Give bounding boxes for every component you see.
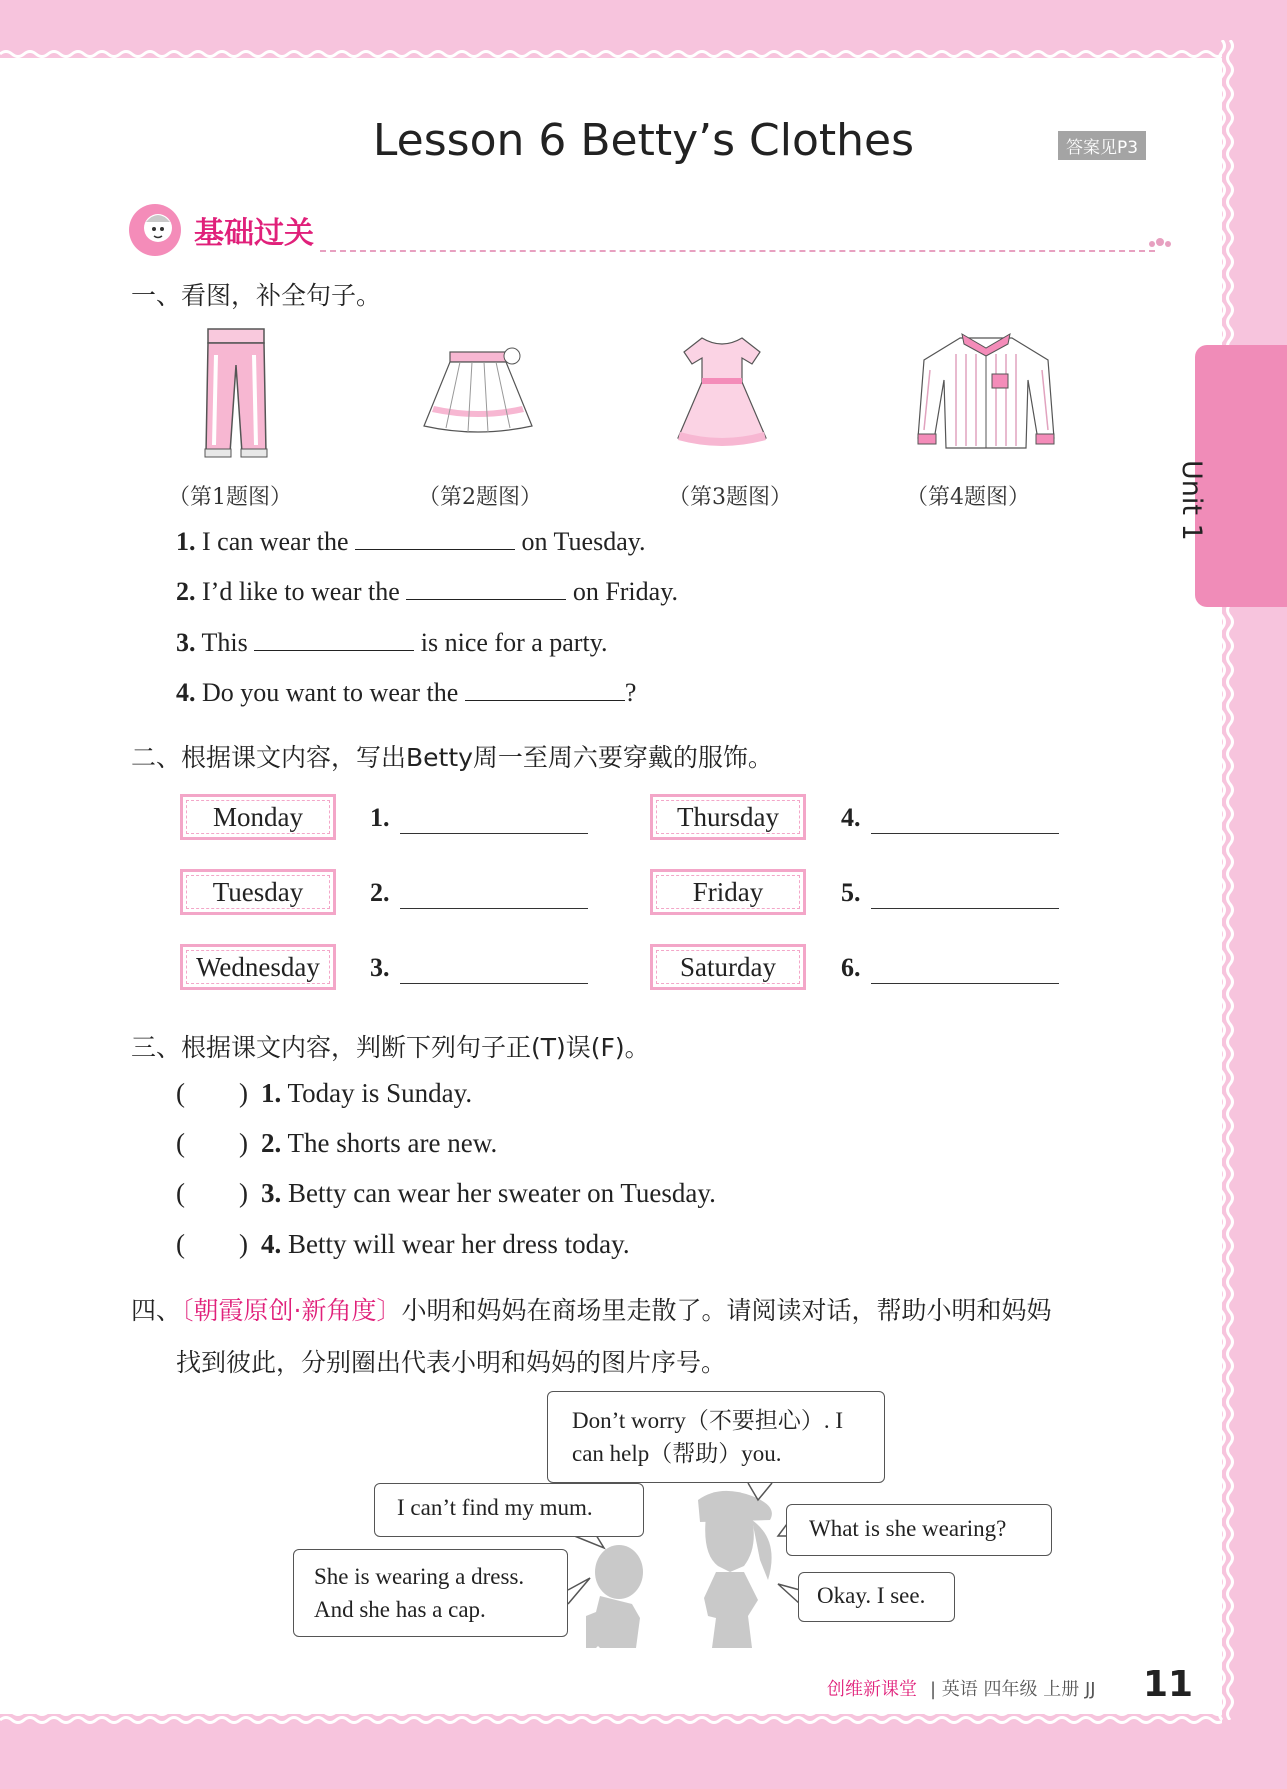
tf-answer-paren[interactable]: ( ) — [176, 1178, 248, 1208]
section-title: 基础过关 — [194, 216, 314, 251]
day-box-monday: Monday — [180, 794, 336, 840]
day-box-friday: Friday — [650, 869, 806, 915]
q4-heading: 四、〔朝霞原创·新角度〕小明和妈妈在商场里走散了。请阅读对话，帮助小明和妈妈 — [131, 1296, 1052, 1325]
lesson-title: Lesson 6 Betty’s Clothes — [372, 115, 915, 166]
day-box-thursday: Thursday — [650, 794, 806, 840]
caption-1: （第1题图） — [168, 485, 292, 510]
tf-answer-paren[interactable]: ( ) — [176, 1128, 248, 1158]
day-box-saturday: Saturday — [650, 944, 806, 990]
page-number: 11 — [1143, 1664, 1194, 1705]
q1-heading: 一、看图，补全句子。 — [131, 281, 382, 310]
speech-bubble-lost: I can’t find my mum. — [374, 1483, 644, 1537]
q1-item-3: 3. This is nice for a party. — [176, 628, 608, 657]
caption-4: （第4题图） — [906, 485, 1030, 510]
child-silhouette-icon — [586, 1545, 643, 1648]
footer-book-info: | 英语 四年级 上册 JJ — [930, 1679, 1096, 1700]
answer-number: 3. — [370, 953, 390, 982]
speech-bubble-help: Don’t worry（不要担心）. I can help（帮助）you. — [547, 1391, 885, 1483]
q1-item-1: 1. I can wear the on Tuesday. — [176, 527, 646, 556]
tf-item-1: ( ) 1. Today is Sunday. — [176, 1078, 473, 1108]
tf-answer-paren[interactable]: ( ) — [176, 1078, 248, 1108]
answer-number: 1. — [370, 803, 390, 832]
tf-item-2: ( ) 2. The shorts are new. — [176, 1128, 498, 1158]
footer-brand: 创维新课堂 — [827, 1679, 917, 1700]
day-box-wednesday: Wednesday — [180, 944, 336, 990]
q3-heading: 三、根据课文内容，判断下列句子正(T)误(F)。 — [131, 1033, 650, 1062]
mother-silhouette-icon — [698, 1491, 772, 1648]
speech-bubble-question: What is she wearing? — [786, 1504, 1052, 1556]
answer-reference-badge: 答案见P3 — [1058, 131, 1146, 160]
caption-2: （第2题图） — [418, 485, 542, 510]
unit-label: Unit 1 — [1176, 460, 1207, 541]
speech-bubble-description: She is wearing a dress. And she has a cap. — [293, 1549, 568, 1637]
tf-item-3: ( ) 3. Betty can wear her sweater on Tuesday. — [176, 1178, 716, 1208]
q1-item-2: 2. I’d like to wear the on Friday. — [176, 577, 679, 606]
answer-number: 4. — [841, 803, 861, 832]
q4-tag: 〔朝霞原创·新角度〕 — [181, 1296, 402, 1325]
tf-answer-paren[interactable]: ( ) — [176, 1229, 248, 1259]
caption-3: （第3题图） — [668, 485, 792, 510]
q1-item-4: 4. Do you want to wear the ? — [176, 678, 637, 707]
tf-item-4: ( ) 4. Betty will wear her dress today. — [176, 1229, 630, 1259]
answer-number: 2. — [370, 878, 390, 907]
answer-number: 6. — [841, 953, 861, 982]
speech-bubble-okay: Okay. I see. — [798, 1572, 955, 1622]
q2-heading: 二、根据课文内容，写出Betty周一至周六要穿戴的服饰。 — [131, 743, 773, 772]
answer-number: 5. — [841, 878, 861, 907]
day-box-tuesday: Tuesday — [180, 869, 336, 915]
q4-heading-line2: 找到彼此，分别圈出代表小明和妈妈的图片序号。 — [176, 1348, 727, 1377]
